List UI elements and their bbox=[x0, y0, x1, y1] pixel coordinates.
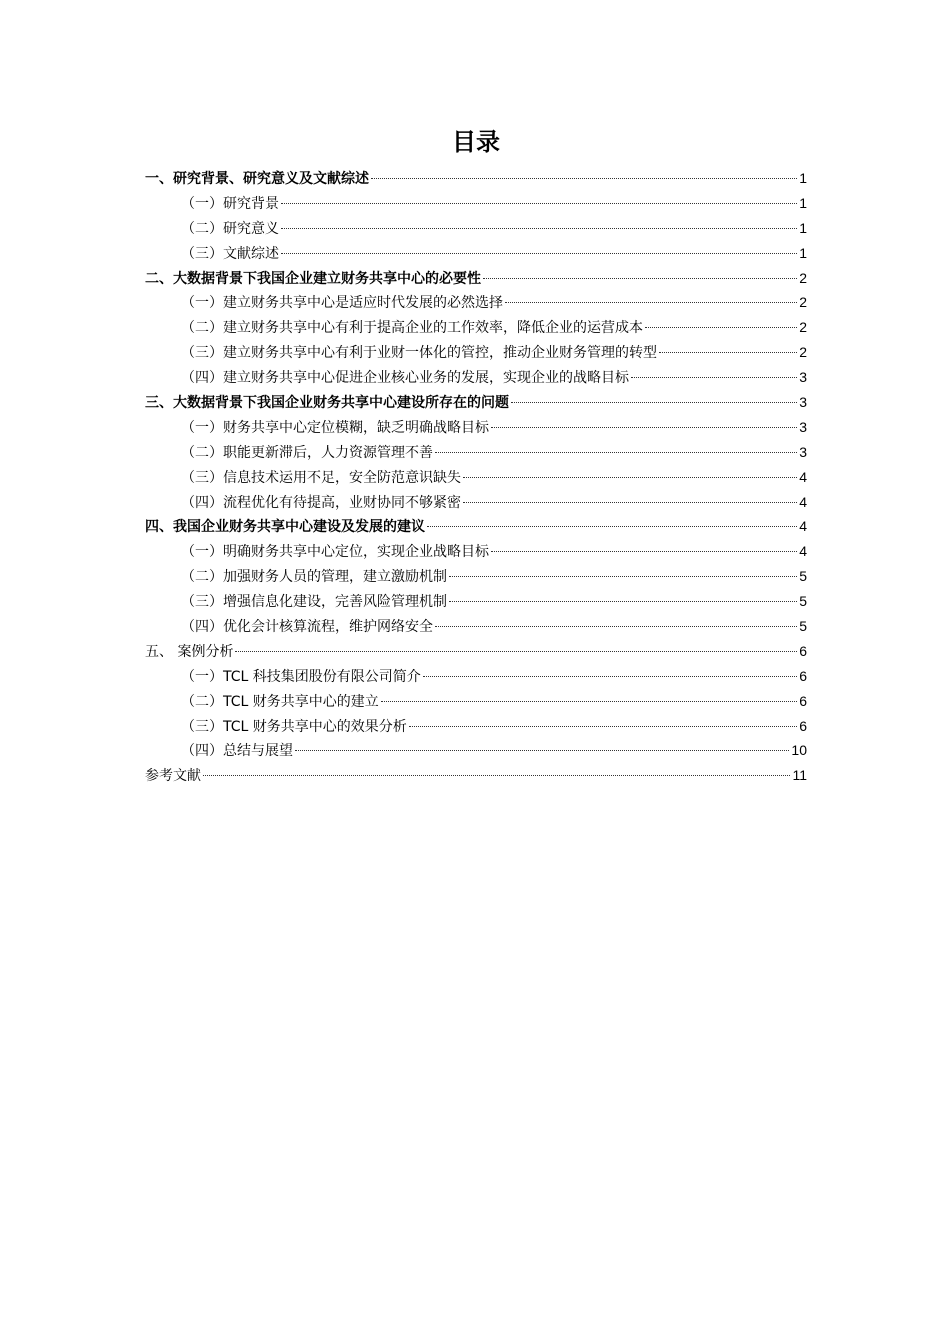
toc-page-number: 2 bbox=[799, 344, 807, 361]
toc-entry[interactable] bbox=[145, 738, 807, 763]
toc-entry[interactable] bbox=[145, 415, 807, 440]
toc-entry-text: （二）职能更新滞后，人力资源管理不善 bbox=[181, 444, 433, 461]
toc-dot-leader bbox=[371, 178, 797, 179]
toc-entry[interactable] bbox=[145, 241, 807, 266]
toc-entry-text: （一）明确财务共享中心定位，实现企业战略目标 bbox=[181, 544, 489, 561]
toc-page-number: 11 bbox=[792, 767, 807, 784]
toc-entry[interactable] bbox=[145, 514, 807, 539]
toc-page-number: 5 bbox=[799, 618, 807, 635]
toc-entry-text: （三）建立财务共享中心有利于业财一体化的管控，推动企业财务管理的转型 bbox=[181, 345, 657, 362]
toc-page-number: 4 bbox=[799, 468, 807, 485]
toc-entry-text: （一）财务共享中心定位模糊，缺乏明确战略目标 bbox=[181, 419, 489, 436]
toc-page-number: 6 bbox=[799, 642, 807, 659]
toc-list bbox=[145, 166, 807, 788]
toc-entry[interactable] bbox=[145, 589, 807, 614]
toc-page-number: 1 bbox=[799, 219, 807, 236]
toc-entry-text: （三）TCL 财务共享中心的效果分析 bbox=[181, 718, 407, 735]
toc-entry[interactable] bbox=[145, 465, 807, 490]
toc-entry[interactable] bbox=[145, 490, 807, 515]
toc-dot-leader bbox=[449, 601, 797, 602]
toc-entry[interactable] bbox=[145, 664, 807, 689]
toc-entry[interactable] bbox=[145, 191, 807, 216]
toc-entry[interactable] bbox=[145, 365, 807, 390]
toc-entry[interactable] bbox=[145, 539, 807, 564]
toc-dot-leader bbox=[281, 228, 797, 229]
toc-entry-text: （一）研究背景 bbox=[181, 195, 279, 212]
toc-entry-text: （二）研究意义 bbox=[181, 220, 279, 237]
toc-dot-leader bbox=[435, 626, 797, 627]
toc-entry-text: （三）增强信息化建设，完善风险管理机制 bbox=[181, 594, 447, 611]
toc-page-number: 3 bbox=[799, 369, 807, 386]
toc-entry-text: （二）TCL 财务共享中心的建立 bbox=[181, 693, 379, 710]
toc-entry[interactable] bbox=[145, 266, 807, 291]
toc-entry-text: 三、大数据背景下我国企业财务共享中心建设所存在的问题 bbox=[145, 395, 509, 412]
toc-entry-text: （二）加强财务人员的管理，建立激励机制 bbox=[181, 569, 447, 586]
toc-dot-leader bbox=[409, 726, 797, 727]
toc-entry-text: （一）TCL 科技集团股份有限公司简介 bbox=[181, 668, 421, 685]
toc-entry[interactable] bbox=[145, 340, 807, 365]
toc-dot-leader bbox=[235, 651, 797, 652]
toc-entry-text: 四、我国企业财务共享中心建设及发展的建议 bbox=[145, 519, 425, 536]
toc-page-number: 5 bbox=[799, 568, 807, 585]
toc-page-number: 6 bbox=[799, 717, 807, 734]
toc-entry[interactable] bbox=[145, 440, 807, 465]
toc-dot-leader bbox=[281, 203, 797, 204]
toc-page-number: 4 bbox=[799, 493, 807, 510]
toc-entry-text: 五、 案例分析 bbox=[145, 643, 234, 660]
toc-entry[interactable] bbox=[145, 564, 807, 589]
toc-page-number: 5 bbox=[799, 593, 807, 610]
toc-page-number: 4 bbox=[799, 518, 807, 535]
toc-page-number: 6 bbox=[799, 692, 807, 709]
toc-page-number: 1 bbox=[799, 194, 807, 211]
toc-dot-leader bbox=[203, 775, 790, 776]
toc-entry-text: （三）文献综述 bbox=[181, 245, 279, 262]
toc-dot-leader bbox=[423, 676, 797, 677]
toc-dot-leader bbox=[295, 750, 789, 751]
toc-dot-leader bbox=[505, 302, 797, 303]
toc-dot-leader bbox=[511, 402, 797, 403]
toc-dot-leader bbox=[491, 551, 797, 552]
toc-page-number: 2 bbox=[799, 269, 807, 286]
toc-entry-text: （四）建立财务共享中心促进企业核心业务的发展，实现企业的战略目标 bbox=[181, 370, 629, 387]
toc-entry-text: （四）优化会计核算流程，维护网络安全 bbox=[181, 619, 433, 636]
toc-entry-text: （三）信息技术运用不足，安全防范意识缺失 bbox=[181, 469, 461, 486]
toc-entry-text: 参考文献 bbox=[145, 768, 201, 785]
toc-dot-leader bbox=[281, 253, 797, 254]
toc-entry[interactable] bbox=[145, 614, 807, 639]
toc-entry[interactable] bbox=[145, 216, 807, 241]
toc-dot-leader bbox=[463, 477, 797, 478]
toc-entry[interactable] bbox=[145, 166, 807, 191]
toc-dot-leader bbox=[659, 352, 797, 353]
toc-entry[interactable] bbox=[145, 714, 807, 739]
toc-entry-text: （二）建立财务共享中心有利于提高企业的工作效率，降低企业的运营成本 bbox=[181, 320, 643, 337]
toc-page-number: 1 bbox=[799, 170, 807, 186]
toc-title: 目录 bbox=[452, 128, 500, 156]
toc-entry[interactable] bbox=[145, 689, 807, 714]
toc-entry-text: 一、研究背景、研究意义及文献综述 bbox=[145, 171, 369, 187]
toc-page-number: 3 bbox=[799, 443, 807, 460]
toc-dot-leader bbox=[435, 452, 797, 453]
toc-entry-text: 二、大数据背景下我国企业建立财务共享中心的必要性 bbox=[145, 270, 481, 287]
toc-dot-leader bbox=[381, 701, 797, 702]
toc-page-number: 1 bbox=[799, 244, 807, 261]
toc-entry-text: （四）流程优化有待提高，业财协同不够紧密 bbox=[181, 494, 461, 511]
toc-page-number: 10 bbox=[791, 742, 807, 759]
toc-entry[interactable] bbox=[145, 290, 807, 315]
toc-dot-leader bbox=[463, 502, 797, 503]
toc-page-number: 3 bbox=[799, 418, 807, 435]
toc-page-number: 3 bbox=[799, 394, 807, 411]
toc-entry[interactable] bbox=[145, 763, 807, 788]
toc-page-number: 4 bbox=[799, 543, 807, 560]
toc-page-number: 2 bbox=[799, 319, 807, 336]
toc-dot-leader bbox=[449, 576, 797, 577]
toc-dot-leader bbox=[491, 427, 797, 428]
toc-dot-leader bbox=[645, 327, 797, 328]
toc-dot-leader bbox=[427, 526, 797, 527]
toc-entry[interactable] bbox=[145, 639, 807, 664]
toc-entry-text: （一）建立财务共享中心是适应时代发展的必然选择 bbox=[181, 295, 503, 312]
toc-page-number: 2 bbox=[799, 294, 807, 311]
toc-dot-leader bbox=[631, 377, 797, 378]
toc-entry-text: （四）总结与展望 bbox=[181, 743, 293, 760]
toc-page-number: 6 bbox=[799, 667, 807, 684]
toc-dot-leader bbox=[483, 278, 797, 279]
toc-entry[interactable] bbox=[145, 315, 807, 340]
toc-entry[interactable] bbox=[145, 390, 807, 415]
